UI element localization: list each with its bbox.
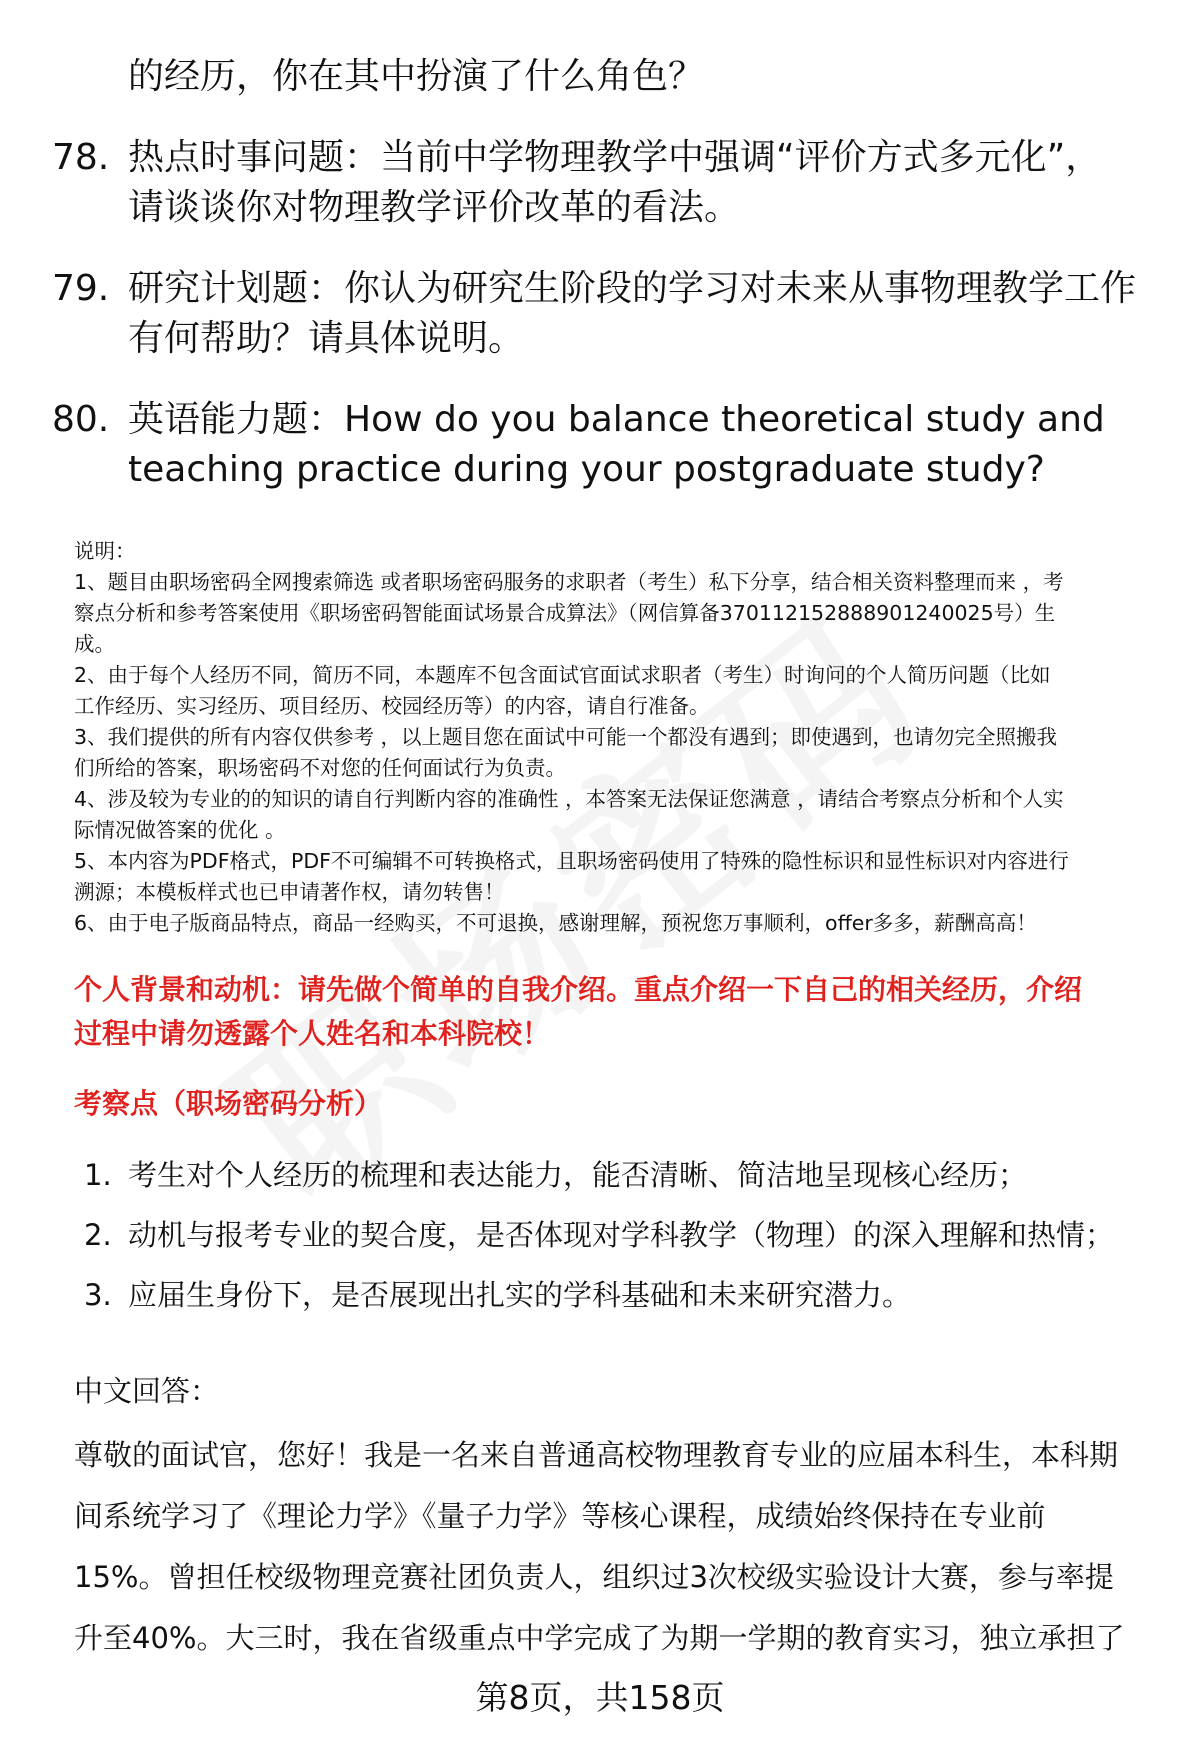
notes-line: 1、题目由职场密码全网搜索筛选 或者职场密码服务的求职者（考生）私下分享，结合相关资料整理而来 ，考 (74, 570, 1064, 594)
answer-label: 中文回答： (74, 1374, 220, 1408)
point-text: 考生对个人经历的梳理和表达能力，能否清晰、简洁地呈现核心经历； (128, 1158, 1028, 1192)
notes-line: 5、本内容为PDF格式，PDF不可编辑不可转换格式，且职场密码使用了特殊的隐性标识和显性标识对内容进行 (74, 849, 1069, 873)
interview-question-line: 过程中请勿透露个人姓名和本科院校！ (74, 1017, 551, 1050)
question-number: 80. (52, 399, 110, 440)
point-text: 动机与报考专业的契合度，是否体现对学科教学（物理）的深入理解和热情； (128, 1218, 1115, 1252)
question-line: 热点时事问题：当前中学物理教学中强调“评价方式多元化”， (128, 137, 1102, 178)
question-line: 请谈谈你对物理教学评价改革的看法。 (128, 187, 741, 228)
point-text: 应届生身份下，是否展现出扎实的学科基础和未来研究潜力。 (128, 1278, 912, 1312)
analysis-point (0, 1153, 1200, 1197)
notes-line: 3、我们提供的所有内容仅供参考 ，以上题目您在面试中可能一个都没有遇到；即使遇到，也请勿完全照搬我 (74, 725, 1058, 749)
notes-line: 2、由于每个人经历不同，简历不同，本题库不包含面试官面试求职者（考生）时询问的个人简历问题（比如 (74, 663, 1051, 687)
analysis-heading: 考察点（职场密码分析） (74, 1087, 383, 1120)
question-line: 研究计划题：你认为研究生阶段的学习对未来从事物理教学工作 (128, 268, 1137, 309)
notes-line: 们所给的答案，职场密码不对您的任何面试行为负责。 (74, 756, 566, 780)
notes-line: 说明： (74, 539, 136, 563)
answer-line: 间系统学习了《理论力学》《量子力学》等核心课程，成绩始终保持在专业前 (74, 1499, 1046, 1533)
notes-line: 成。 (74, 632, 115, 656)
analysis-points (0, 1153, 1200, 1333)
question-number: 79. (52, 268, 110, 309)
question-line: teaching practice during your postgraduate study? (128, 449, 1045, 490)
question-continuation: 的经历，你在其中扮演了什么角色？ (128, 56, 705, 97)
answer-line: 升至40%。大三时，我在省级重点中学完成了为期一学期的教育实习，独立承担了 (74, 1621, 1125, 1655)
point-number: 1. (84, 1158, 112, 1192)
notes-line: 际情况做答案的优化 。 (74, 818, 286, 842)
question-text (128, 133, 1168, 233)
question-number: 78. (52, 137, 110, 178)
notes-line: 工作经历、实习经历、项目经历、校园经历等）的内容，请自行准备。 (74, 694, 710, 718)
notes-line: 4、涉及较为专业的的知识的请自行判断内容的准确性 ，本答案无法保证您满意 ，请结合考察点分析和个人实 (74, 787, 1064, 811)
point-number: 2. (84, 1218, 112, 1252)
question-item (0, 395, 1200, 495)
question-text (128, 395, 1168, 495)
question-text (128, 264, 1168, 364)
question-line: 英语能力题：How do you balance theoretical study and (128, 399, 1105, 440)
interview-question-line: 个人背景和动机：请先做个简单的自我介绍。重点介绍一下自己的相关经历，介绍 (74, 973, 1083, 1006)
notes-line: 溯源；本模板样式也已申请著作权，请勿转售！ (74, 880, 505, 904)
analysis-point (0, 1213, 1200, 1257)
question-list (0, 133, 1200, 526)
point-number: 3. (84, 1278, 112, 1312)
notes-line: 察点分析和参考答案使用《职场密码智能面试场景合成算法》（网信算备370112152888901240025号）生 (74, 601, 1056, 625)
interview-question (74, 968, 1164, 1056)
answer-line: 15%。曾担任校级物理竞赛社团负责人，组织过3次校级实验设计大赛，参与率提 (74, 1560, 1114, 1594)
page-footer: 第8页，共158页 (475, 1678, 725, 1717)
question-line: 有何帮助？请具体说明。 (128, 318, 525, 359)
answer-body (74, 1425, 1154, 1669)
question-item (0, 133, 1200, 233)
notes-section (74, 536, 1164, 939)
analysis-point (0, 1273, 1200, 1317)
notes-line: 6、由于电子版商品特点，商品一经购买，不可退换，感谢理解，预祝您万事顺利，offer多多，薪酬高高！ (74, 911, 1037, 935)
answer-line: 尊敬的面试官，您好！我是一名来自普通高校物理教育专业的应届本科生，本科期 (74, 1438, 1119, 1472)
question-item (0, 264, 1200, 364)
